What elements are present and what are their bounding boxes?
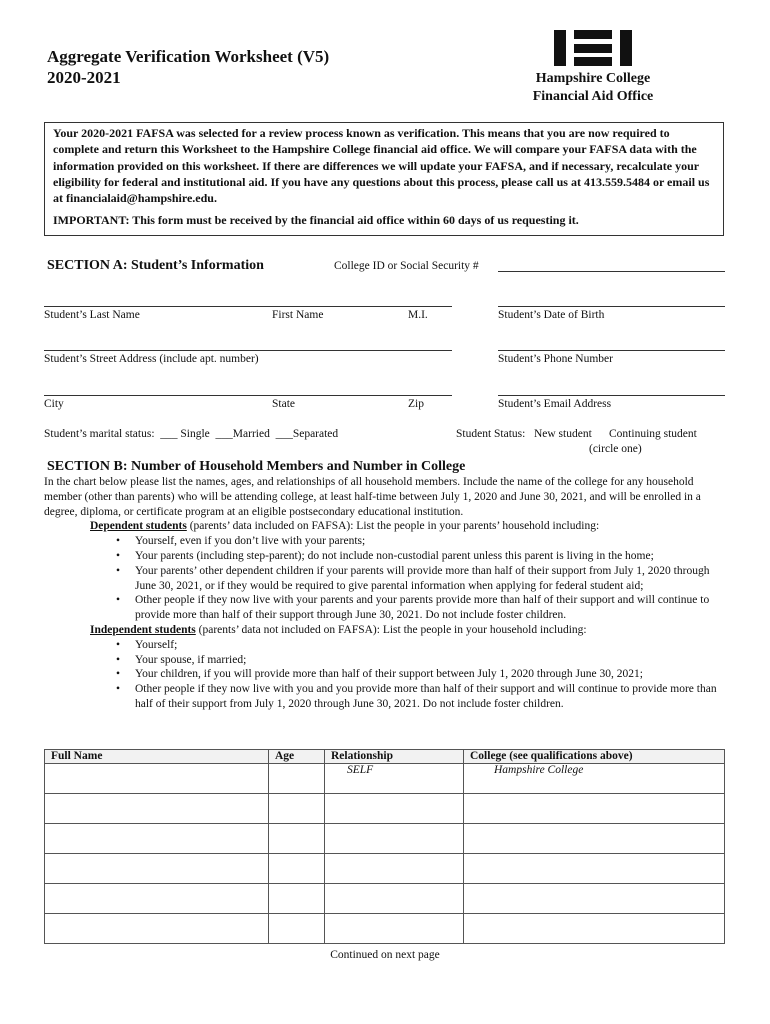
state-label: State	[272, 398, 295, 410]
cell-name[interactable]	[45, 794, 269, 824]
circle-one-note: (circle one)	[589, 443, 642, 455]
cell-relationship[interactable]	[325, 824, 464, 854]
dependent-list	[44, 534, 726, 623]
section-b-body	[44, 475, 726, 712]
col-age: Age	[269, 750, 325, 764]
cell-relationship[interactable]	[325, 794, 464, 824]
cell-college[interactable]	[464, 854, 725, 884]
hampshire-college-logo-icon	[554, 30, 632, 66]
cell-name[interactable]	[45, 764, 269, 794]
col-relationship: Relationship	[325, 750, 464, 764]
list-item: • Your spouse, if married;	[90, 653, 726, 668]
section-b-heading: SECTION B: Number of Household Members and Number in College	[47, 459, 466, 474]
first-name-label: First Name	[272, 309, 324, 321]
list-item: • Your parents (including step-parent); do not include non-custodial parent unless this parent is living in the home;	[90, 549, 726, 564]
important-text: IMPORTANT: This form must be received by the financial aid office within 60 days of us requesting it.	[53, 213, 579, 228]
cell-age[interactable]	[269, 824, 325, 854]
list-item: • Other people if they now live with your parents and your parents provide more than half of their support and will continue to provide more than half of their support through June 30, 2021. Do not include foster children.	[90, 593, 726, 623]
title-line-1: Aggregate Verification Worksheet (V5)	[47, 47, 330, 66]
table-row	[45, 884, 725, 914]
college-branding	[500, 30, 686, 106]
independent-list	[44, 638, 726, 712]
cell-college[interactable]	[464, 794, 725, 824]
cell-name[interactable]	[45, 914, 269, 944]
list-item: • Your parents’ other dependent children if your parents will provide more than half of their support from July 1, 2020 through June 30, 2021, or if they would be required to give parental information when applying for federal student aid;	[90, 564, 726, 594]
verification-notice	[44, 122, 724, 236]
list-item: • Your children, if you will provide more than half of their support between July 1, 2020 through June 30, 2021;	[90, 667, 726, 682]
college-id-label: College ID or Social Security #	[334, 260, 479, 272]
dob-label: Student’s Date of Birth	[498, 309, 605, 321]
dependent-heading	[44, 519, 726, 534]
cell-relationship[interactable]	[325, 884, 464, 914]
cell-name[interactable]	[45, 824, 269, 854]
cell-age[interactable]	[269, 914, 325, 944]
cell-age[interactable]	[269, 794, 325, 824]
office-name: Financial Aid Office	[532, 89, 654, 104]
email-label: Student’s Email Address	[498, 398, 612, 410]
title-line-2: 2020-2021	[47, 68, 121, 87]
student-status[interactable]: Student Status: New student Continuing student	[456, 428, 697, 440]
section-b-intro: In the chart below please list the names, ages, and relationships of all household members. Include the name of the college for any household member (other than parents) who will be attending college, at least half-time between July 1, 2020 and June 30, 2021, and will be enrolled in a degree, diploma, or certificate program at an eligible postsecondary educational institution.	[44, 476, 701, 518]
cell-age[interactable]	[269, 764, 325, 794]
document-title	[47, 46, 329, 88]
cell-relationship[interactable]	[325, 914, 464, 944]
cell-name[interactable]	[45, 884, 269, 914]
mi-label: M.I.	[408, 309, 428, 321]
cell-college[interactable]	[464, 884, 725, 914]
cell-college[interactable]	[464, 914, 725, 944]
name-field-line[interactable]	[44, 306, 452, 307]
list-item: • Yourself, even if you don’t live with your parents;	[90, 534, 726, 549]
org-name: Hampshire College	[535, 71, 651, 86]
street-field-line[interactable]	[44, 350, 452, 351]
table-row	[45, 764, 725, 794]
city-field-line[interactable]	[44, 395, 452, 396]
list-item: • Other people if they now live with you and you provide more than half of their support and will continue to provide more than half of their support from July 1, 2020 through June 30, 2021. Do not include foster children.	[90, 682, 726, 712]
dependent-label: Dependent students	[90, 520, 187, 533]
cell-relationship[interactable]: SELF	[325, 764, 464, 794]
cell-age[interactable]	[269, 854, 325, 884]
marital-status[interactable]: Student’s marital status: ___ Single ___Married ___Separated	[44, 428, 339, 440]
table-row	[45, 824, 725, 854]
notice-text: Your 2020-2021 FAFSA was selected for a review process known as verification. This means that you are now required to complete and return this Worksheet to the Hampshire College financial aid office. We will compare your FAFSA data with the information provided on this worksheet. If there are differences we will update your FAFSA, and if necessary, recalculate your eligibility for federal and institutional aid. If you have any questions about this process, please call us at 413.559.5484 or email us at financialaid@hampshire.edu.	[53, 126, 710, 206]
phone-label: Student’s Phone Number	[498, 353, 613, 365]
col-full-name: Full Name	[45, 750, 269, 764]
cell-college[interactable]	[464, 824, 725, 854]
table-row	[45, 854, 725, 884]
independent-text: (parents’ data not included on FAFSA): List the people in your household including:	[195, 623, 587, 636]
continued-note: Continued on next page	[330, 949, 440, 961]
col-college: College (see qualifications above)	[464, 750, 725, 764]
table-row	[45, 794, 725, 824]
table-header-row	[45, 750, 725, 764]
cell-name[interactable]	[45, 854, 269, 884]
city-label: City	[44, 398, 64, 410]
list-item: • Yourself;	[90, 638, 726, 653]
last-name-label: Student’s Last Name	[44, 309, 140, 321]
email-field-line[interactable]	[498, 395, 725, 396]
independent-heading	[44, 623, 726, 638]
household-table	[44, 749, 725, 944]
college-id-field[interactable]	[498, 271, 725, 272]
dob-field-line[interactable]	[498, 306, 725, 307]
independent-label: Independent students	[90, 623, 196, 636]
cell-relationship[interactable]	[325, 854, 464, 884]
cell-college[interactable]: Hampshire College	[464, 764, 725, 794]
section-a-heading: SECTION A: Student’s Information	[47, 258, 264, 273]
street-label: Student’s Street Address (include apt. number)	[44, 353, 259, 365]
phone-field-line[interactable]	[498, 350, 725, 351]
zip-label: Zip	[408, 398, 424, 410]
table-row	[45, 914, 725, 944]
cell-age[interactable]	[269, 884, 325, 914]
dependent-text: (parents’ data included on FAFSA): List the people in your parents’ household including:	[186, 520, 600, 533]
